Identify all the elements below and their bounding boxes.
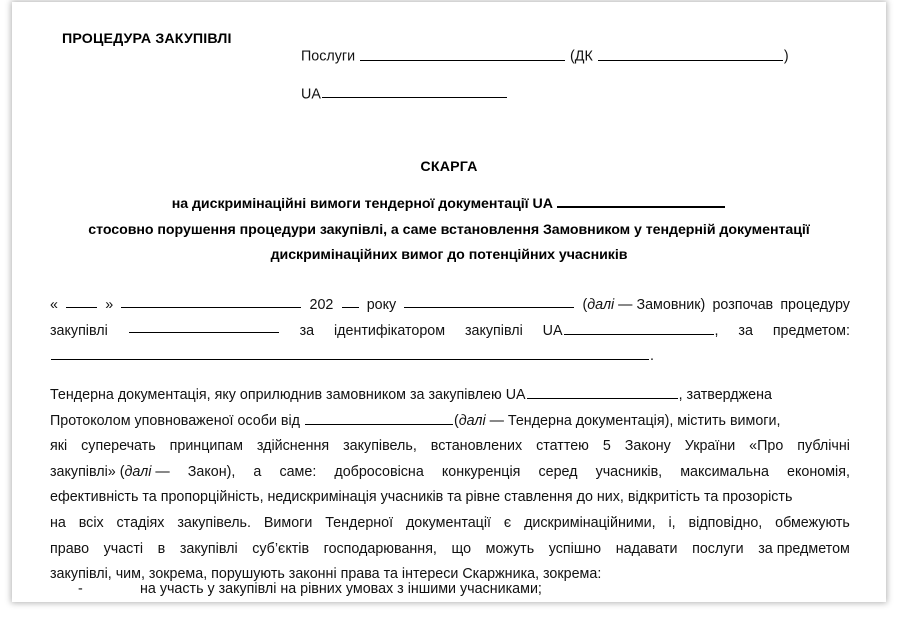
p2-l3-w3: здійснення	[256, 438, 330, 455]
p1-procurement-name-blank[interactable]	[129, 319, 279, 334]
p2-l3-w11: публічні	[797, 438, 850, 455]
p2-l6-w1: всіх	[78, 514, 104, 531]
p2-l3-w2: принципам	[169, 438, 243, 455]
dk-code-blank[interactable]	[598, 46, 783, 61]
p1-l2-f: предметом:	[772, 322, 850, 339]
p1-l2-e: за	[738, 322, 753, 339]
p2-l3-w4: закупівель,	[343, 438, 417, 455]
p1-l2-comma: ,	[714, 322, 719, 339]
paragraph-2-line-1	[50, 383, 850, 409]
p2-l4-group	[50, 460, 170, 486]
p1-l2-c: ідентифікатором	[333, 322, 446, 339]
paragraph-tender-documentation	[50, 383, 850, 588]
p2-l4-w3: добросовісна	[334, 463, 424, 480]
p1-l2-b: за	[299, 322, 315, 339]
ua-label: UA	[301, 86, 321, 103]
p1-day-blank[interactable]	[66, 293, 97, 308]
p1-l2-a: закупівлі	[50, 322, 108, 339]
subtitle-line-1-text: на дискримінаційні вимоги тендерної документації UA	[171, 196, 553, 212]
p2-l6-w2: стадіях	[116, 514, 165, 531]
p2-l3-w5: встановлених	[430, 438, 523, 455]
p2-l6-w7: є	[503, 514, 512, 531]
p2-l3-w1: суперечать	[81, 438, 156, 455]
p2-l6-w9: і,	[668, 514, 676, 531]
p2-l4-w1: а	[253, 463, 262, 480]
p2-l6-w5: Тендерної	[325, 514, 394, 531]
p2-l3-w10: «Про	[749, 438, 784, 455]
p2-l1-b: , затверджена	[678, 387, 772, 403]
p2-l2-a: Протоколом уповноваженої особи від	[50, 412, 300, 429]
p1-paren-open: (	[582, 297, 588, 313]
paragraph-procurement-intro	[50, 293, 850, 370]
p2-l4-w7: максимальна	[680, 463, 769, 480]
p1-quote-open: «	[50, 297, 58, 313]
p2-l7-w3: закупівлі	[179, 540, 238, 557]
p2-l3-w8: Закону	[624, 438, 671, 455]
p2-l7-w8: успішно	[548, 540, 602, 557]
p2-protocol-date-blank[interactable]	[305, 410, 453, 425]
p2-l3-w7: 5	[602, 438, 611, 455]
p2-l2-b: Тендерна документація), містить вимоги,	[507, 412, 781, 429]
p2-l6-w11: обмежують	[775, 514, 850, 531]
procurement-procedure-heading: ПРОЦЕДУРА ЗАКУПІВЛІ	[62, 31, 232, 47]
document-page-canvas	[12, 2, 886, 602]
p2-l7-w6: що	[451, 540, 472, 557]
p2-l4-dali: далі	[124, 463, 152, 480]
p2-l7-w0: право	[50, 540, 90, 557]
ua-identifier-line	[301, 84, 861, 103]
paragraph-1-line-3	[50, 344, 850, 370]
bullet-marker: -	[78, 581, 83, 597]
p2-l6-w8: дискримінаційними,	[524, 514, 656, 531]
subtitle-line-2: стосовно порушення процедури закупівлі, а саме встановлення Замовником у тендерній документації	[88, 221, 810, 238]
p2-l4-prefix: закупівлі»	[50, 463, 116, 480]
p2-l7-w11: за предметом	[758, 540, 850, 557]
subtitle-ua-blank[interactable]	[557, 193, 725, 208]
p1-year-word: року	[366, 297, 397, 313]
p2-l2-dash: —	[489, 412, 504, 429]
p1-dali: далі	[587, 297, 615, 313]
p1-l2-ua-group	[543, 319, 719, 345]
dk-close-label: )	[783, 48, 789, 65]
p2-l4-w0: Закон),	[187, 463, 236, 480]
bullet-item-text: на участь у закупівлі на рівних умовах з іншими учасниками;	[140, 581, 542, 597]
p2-l4-paren: (	[119, 463, 125, 480]
p2-l6-w4: Вимоги	[263, 514, 313, 531]
ua-identifier-blank[interactable]	[322, 84, 507, 99]
p2-l4-dash: —	[155, 463, 170, 480]
p2-l6-w3: закупівель.	[177, 514, 251, 531]
p1-customer-word: Замовник)	[636, 297, 706, 313]
subtitle-line-1	[12, 192, 886, 218]
p1-dash: —	[618, 297, 633, 313]
paragraph-2-line-7	[50, 537, 850, 563]
paragraph-2-line-3	[50, 434, 850, 460]
p1-procedure: процедуру	[780, 297, 850, 313]
p2-l7-w7: можуть	[485, 540, 535, 557]
p2-l7-w2: в	[157, 540, 166, 557]
p2-l2-paren: (	[453, 412, 459, 429]
subtitle-block	[12, 192, 886, 269]
document-page	[12, 2, 886, 602]
p1-year-prefix: 202	[309, 297, 334, 313]
p2-l4-w5: серед	[538, 463, 578, 480]
p1-year-blank[interactable]	[342, 293, 359, 308]
p1-customer-blank[interactable]	[404, 293, 574, 308]
paragraph-1-line-1	[50, 293, 850, 319]
p2-l6-w0: на	[50, 514, 66, 531]
p2-l3-w9: України	[684, 438, 736, 455]
p2-l2-dali: далі	[458, 412, 486, 429]
p2-l3-w6: статтею	[536, 438, 589, 455]
header-fields-block	[301, 46, 861, 121]
page-title: СКАРГА	[420, 159, 478, 175]
p2-l7-w5: господарювання,	[323, 540, 437, 557]
p2-l6-w10: відповідно,	[688, 514, 763, 531]
services-field-line	[301, 46, 861, 65]
p2-l4-w2: саме:	[279, 463, 317, 480]
p2-l6-w6: документації	[405, 514, 492, 531]
dk-open-label: (ДК	[570, 48, 593, 65]
p1-month-blank[interactable]	[121, 293, 301, 308]
paragraph-2-line-8: закупівлі, чим, зокрема, порушують законні права та інтереси Скаржника, зокрема:	[50, 566, 602, 583]
paragraph-2-line-2	[50, 409, 850, 435]
services-label: Послуги	[301, 48, 356, 65]
p2-l7-w4: суб’єктів	[252, 540, 310, 557]
paragraph-2-line-6	[50, 511, 850, 537]
paragraph-2-line-5: ефективність та пропорційність, недискримінація учасників та рівне ставлення до них, відкритість та прозорість	[50, 489, 793, 506]
p1-l2-d: закупівлі	[464, 322, 523, 339]
p2-ua-blank[interactable]	[527, 384, 678, 399]
p1-quote-close: »	[105, 297, 114, 313]
services-blank[interactable]	[360, 46, 565, 61]
p1-l2-ua: UA	[542, 322, 563, 339]
paragraph-1-line-2	[50, 319, 850, 345]
p1-l2-ua-blank[interactable]	[564, 320, 714, 335]
subtitle-line-3: дискримінаційних вимог до потенційних учасників	[270, 247, 628, 263]
list-item	[50, 581, 850, 597]
p2-l4-w6: учасників,	[595, 463, 663, 480]
p2-l3-w0: які	[50, 438, 68, 455]
p2-l1-a: Тендерна документація, яку оприлюднив замовником за закупівлею UA	[50, 387, 526, 403]
p1-subject-blank[interactable]	[51, 346, 649, 361]
paragraph-2-line-4	[50, 460, 850, 486]
p1-started: розпочав	[712, 297, 774, 313]
p1-period: .	[650, 348, 654, 365]
p2-l7-w10: послуги	[692, 540, 744, 557]
p2-l7-w9: надавати	[615, 540, 678, 557]
p2-l4-w8: економія,	[787, 463, 850, 480]
p2-l4-w4: конкуренція	[441, 463, 521, 480]
p2-l7-w1: участі	[103, 540, 144, 557]
p1-dali-group	[582, 293, 705, 319]
